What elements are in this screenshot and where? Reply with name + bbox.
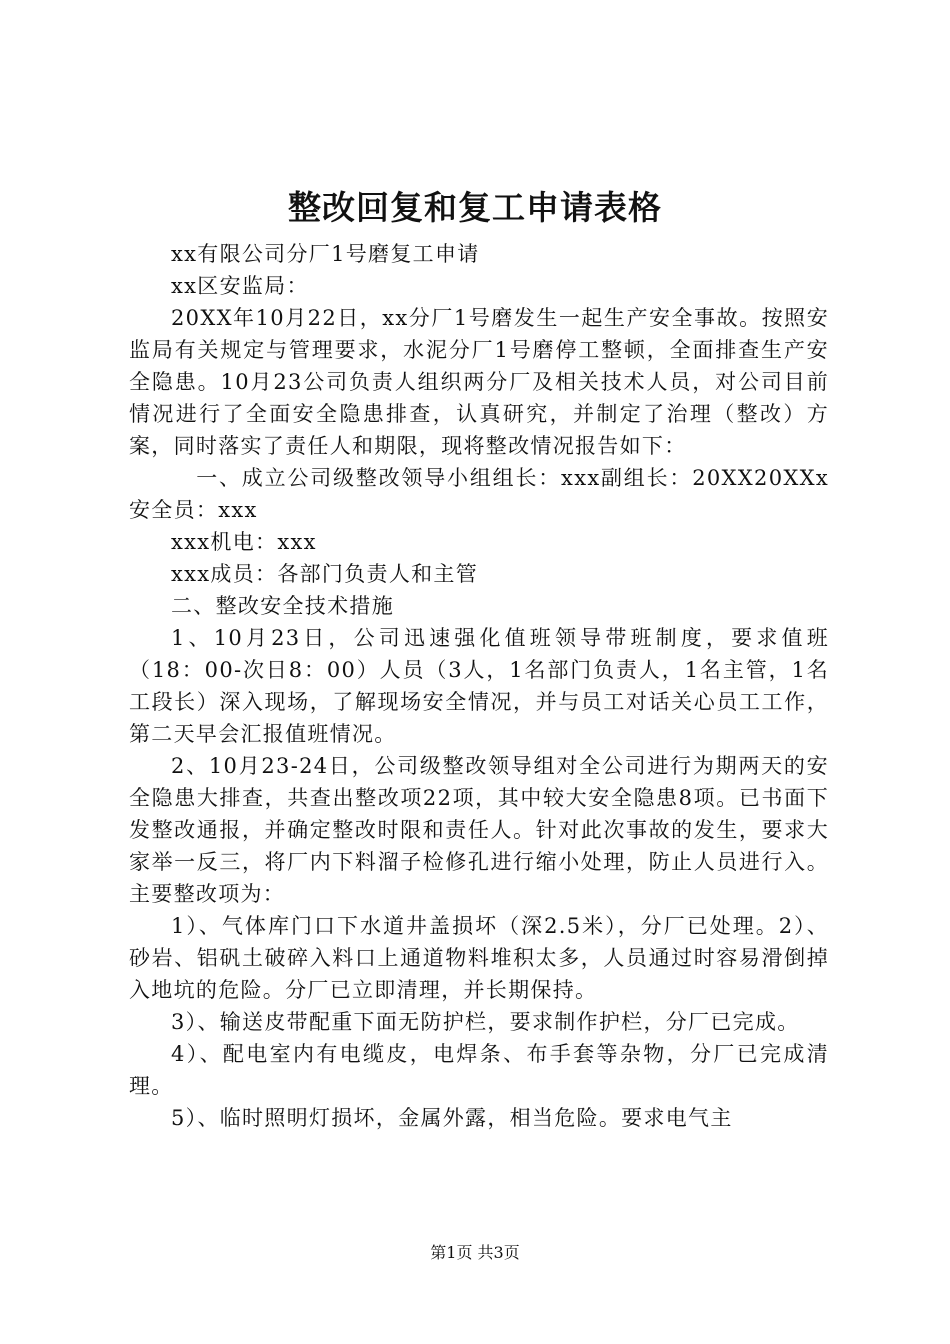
paragraph-item-5: 5）、临时照明灯损坏，金属外露，相当危险。要求电气主 xyxy=(171,1106,733,1130)
paragraph-measure-1: 1、10月23日，公司迅速强化值班领导带班制度，要求值班（18：00-次日8：00）人员（3人，1名部门负责人，1名主管，1名工段长）深入现场，了解现场安全情况，并与员工对话关心员工工作，第二天早会汇报值班情况。 xyxy=(129,626,829,746)
paragraph-members: xxx成员：各部门负责人和主管 xyxy=(171,562,479,586)
paragraph-heading-line: xx有限公司分厂1号磨复工申请 xyxy=(171,242,480,266)
paragraph-item-4: 4）、配电室内有电缆皮，电焊条、布手套等杂物，分厂已完成清理。 xyxy=(129,1042,829,1098)
paragraph-measure-2: 2、10月23-24日，公司级整改领导组对全公司进行为期两天的安全隐患大排查，共查出整改项22项，其中较大安全隐患8项。已书面下发整改通报，并确定整改时限和责任人。针对此次事故的发生，要求大家举一反三，将厂内下料溜子检修孔进行缩小处理，防止人员进行入。主要整改项为： xyxy=(129,754,829,906)
paragraph-section-one: 一、成立公司级整改领导小组组长：xxx副组长：20XX20XXx安全员：xxx xyxy=(129,466,829,522)
paragraph-mechanical: xxx机电：xxx xyxy=(171,530,317,554)
document-body xyxy=(129,238,829,1134)
paragraph-intro: 20XX年10月22日，xx分厂1号磨发生一起生产安全事故。按照安监局有关规定与管理要求，水泥分厂1号磨停工整顿，全面排查生产安全隐患。10月23公司负责人组织两分厂及相关技术人员，对公司目前情况进行了全面安全隐患排查，认真研究，并制定了治理（整改）方案，同时落实了责任人和期限，现将整改情况报告如下： xyxy=(129,306,829,458)
page-indicator: 第1页 共3页 xyxy=(430,1243,520,1262)
paragraph-item-1-2: 1）、气体库门口下水道井盖损坏（深2.5米），分厂已处理。2）、砂岩、铝矾土破碎入料口上通道物料堆积太多，人员通过时容易滑倒掉入地坑的危险。分厂已立即清理，并长期保持。 xyxy=(129,914,829,1002)
document-title: 整改回复和复工申请表格 xyxy=(288,188,662,227)
paragraph-section-two: 二、整改安全技术措施 xyxy=(171,594,394,618)
paragraph-addressee: xx区安监局： xyxy=(171,274,309,298)
paragraph-item-3: 3）、输送皮带配重下面无防护栏，要求制作护栏，分厂已完成。 xyxy=(171,1010,800,1034)
